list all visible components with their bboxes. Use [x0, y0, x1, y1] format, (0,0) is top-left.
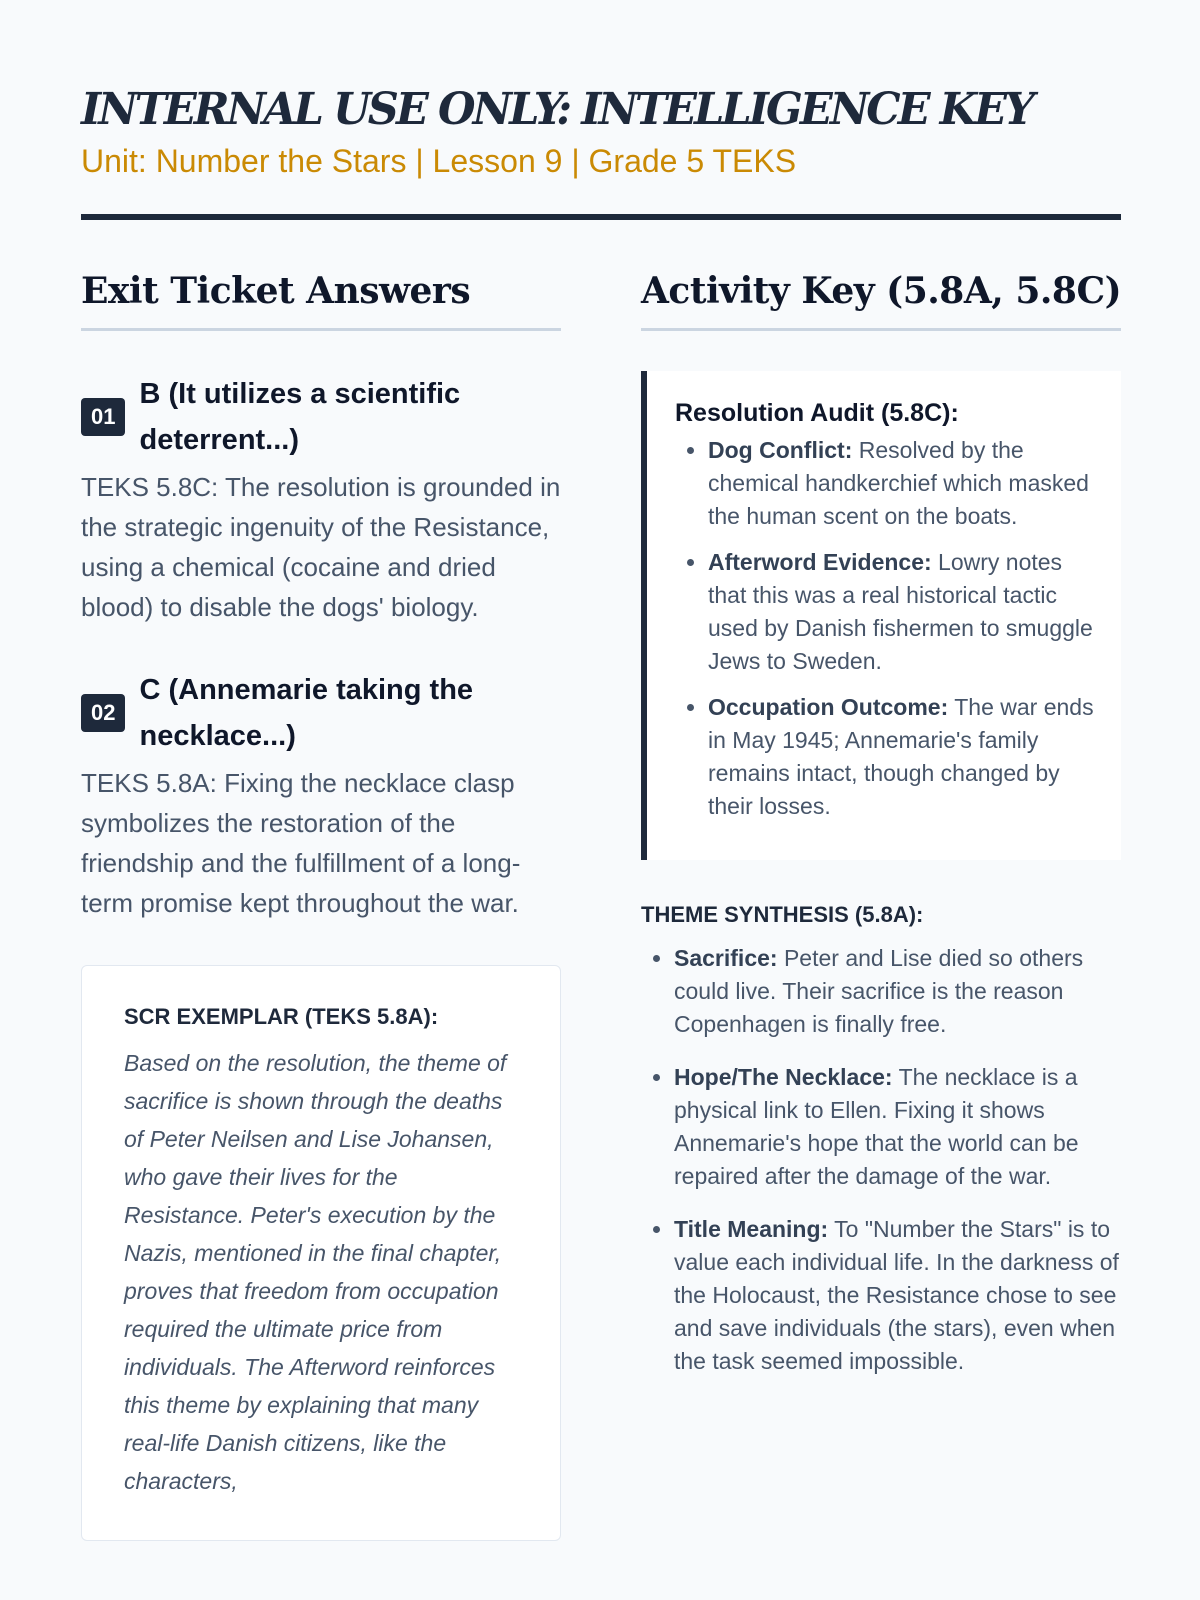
list-item: • Afterword Evidence: Lowry notes that this was a real historical tactic used by Danish fishermen to smuggle Jews to Sweden. [708, 546, 1095, 678]
exit-ticket-heading: Exit Ticket Answers [81, 270, 561, 331]
list-item: • Hope/The Necklace: The necklace is a physical link to Ellen. Fixing it shows Annemarie's hope that the world can be repaired after the damage of the war. [674, 1061, 1121, 1193]
activity-key-heading: Activity Key (5.8A, 5.8C) [641, 270, 1121, 331]
list-item: • Sacrifice: Peter and Lise died so others could live. Their sacrifice is the reason Copenhagen is finally free. [674, 942, 1121, 1041]
resolution-audit-heading: Resolution Audit (5.8C): [675, 399, 959, 427]
header-divider [81, 214, 1121, 220]
activity-key-column [641, 270, 1121, 1398]
exemplar-body: Based on the resolution, the theme of sacrifice is shown through the deaths of Peter Neilsen and Lise Johansen, who gave their lives for the Resistance. Peter's execution by the Nazis, mentioned in the final chapter, proves that freedom from occupation required the ultimate price from individuals. The Afterword reinforces this theme by explaining that many real-life Danish citizens, like the characters, [124, 1050, 507, 1494]
list-item: • Occupation Outcome: The war ends in May 1945; Annemarie's family remains intact, though changed by their losses. [708, 691, 1095, 823]
question-item [81, 371, 561, 627]
question-answer: B (It utilizes a scientific deterrent...) [139, 378, 461, 456]
list-item: • Title Meaning: To "Number the Stars" is to value each individual life. In the darkness of the Holocaust, the Resistance chose to see and save individuals (the stars), even when the task seemed impossible. [674, 1213, 1121, 1378]
resolution-audit-card [641, 371, 1121, 860]
exemplar-heading: SCR EXEMPLAR (TEKS 5.8A): [124, 1004, 439, 1029]
scr-exemplar-box [81, 965, 561, 1541]
question-number-badge: 01 [81, 398, 125, 436]
list-item: • Dog Conflict: Resolved by the chemical handkerchief which masked the human scent on the boats. [708, 434, 1095, 533]
page-subtitle: Unit: Number the Stars | Lesson 9 | Grade 5 TEKS [81, 143, 797, 179]
page-title: INTERNAL USE ONLY: INTELLIGENCE KEY [81, 84, 1032, 135]
question-item [81, 667, 561, 923]
theme-synthesis-list [641, 942, 1121, 1378]
resolution-audit-list [675, 434, 1095, 823]
question-answer: C (Annemarie taking the necklace...) [139, 674, 474, 752]
exit-ticket-column [81, 270, 561, 1541]
theme-synthesis-heading: THEME SYNTHESIS (5.8A): [641, 902, 924, 927]
question-explanation: TEKS 5.8A: Fixing the necklace clasp symbolizes the restoration of the friendship and the fulfillment of a long-term promise kept throughout the war. [81, 768, 521, 918]
question-number-badge: 02 [81, 694, 125, 732]
question-explanation: TEKS 5.8C: The resolution is grounded in the strategic ingenuity of the Resistance, using a chemical (cocaine and dried blood) to disable the dogs' biology. [81, 472, 561, 622]
